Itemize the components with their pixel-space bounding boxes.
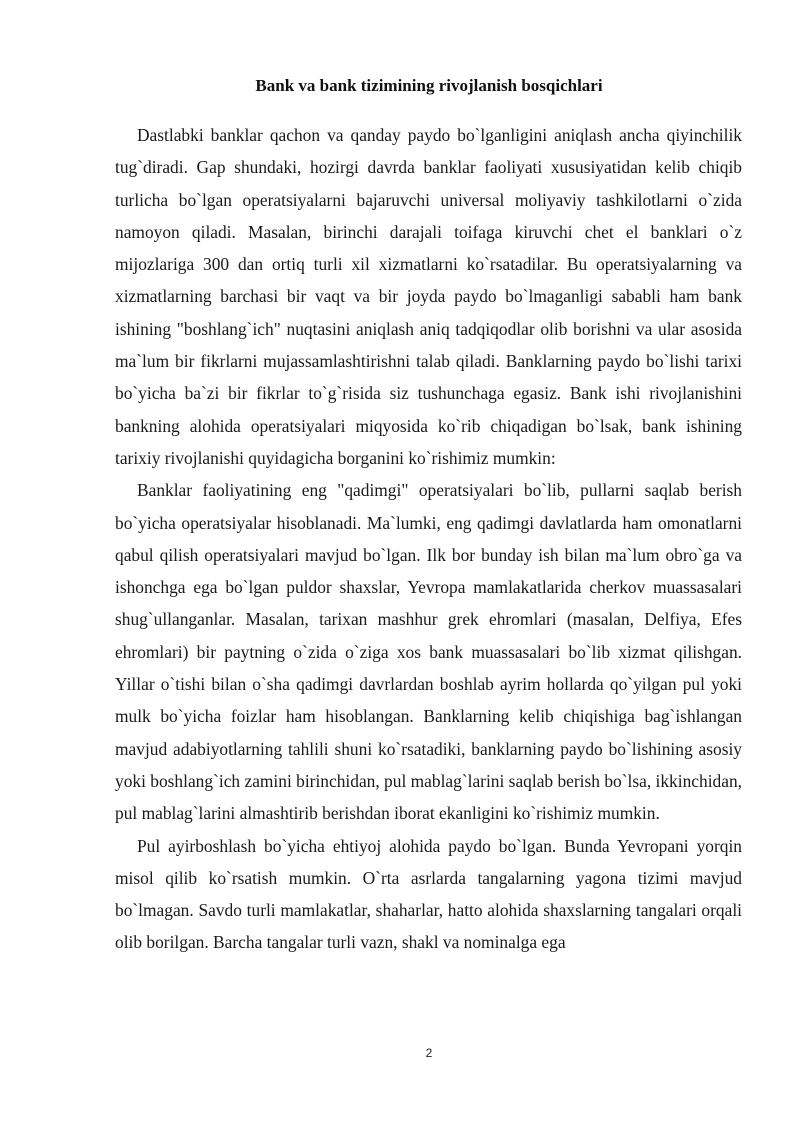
paragraph-1: Dastlabki banklar qachon va qanday paydo bo`lganligini aniqlash ancha qiyinchilik tug`diradi. Gap shundaki, hozirgi davrda banklar faoliyati xususiyatidan kelib chiqib turlicha bo`lgan operatsiyalarni bajaruvchi universal moliyaviy tashkilotlarni o`zida namoyon qiladi. Masalan, birinchi darajali toifaga kiruvchi chet el banklari o`z mijozlariga 300 dan ortiq turli xil xizmatlarni ko`rsatadilar. Bu operatsiyalarning va xizmatlarning barchasi bir vaqt va bir joyda paydo bo`lmaganligi sababli ham bank ishining "boshlang`ich" nuqtasini aniqlash aniq tadqiqodlar olib borishni va ular asosida ma`lum bir fikrlarni mujassamlashtirishni talab qiladi. Banklarning paydo bo`lishi tarixi bo`yicha ba`zi bir fikrlar to`g`risida siz tushunchaga egasiz. Bank ishi rivojlanishini bankning alohida operatsiyalari miqyosida ko`rib chiqadigan bo`lsak, bank ishining tarixiy rivojlanishi quyidagicha borganini ko`rishimiz mumkin: [115, 125, 742, 468]
document-body [115, 119, 742, 959]
paragraph-3: Pul ayirboshlash bo`yicha ehtiyoj alohida paydo bo`lgan. Bunda Yevropani yorqin misol qilib ko`rsatish mumkin. O`rta asrlarda tangalarning yagona tizimi mavjud bo`lmagan. Savdo turli mamlakatlar, shaharlar, hatto alohida shaxslarning tangalari orqali olib borilgan. Barcha tangalar turli vazn, shakl va nominalga ega [115, 835, 742, 953]
page-number: 2 [425, 1046, 433, 1060]
document-title: Bank va bank tizimining rivojlanish bosqichlari [255, 76, 603, 95]
paragraph-2: Banklar faoliyatining eng "qadimgi" operatsiyalari bo`lib, pullarni saqlab berish bo`yicha operatsiyalar hisoblanadi. Ma`lumki, eng qadimgi davlatlarda ham omonatlarni qabul qilish operatsiyalari mavjud bo`lgan. Ilk bor bunday ish bilan ma`lum obro`ga va ishonchga ega bo`lgan puldor shaxslar, Yevropa mamlakatlarida cherkov muassasalari shug`ullanganlar. Masalan, tarixan mashhur grek ehromlari (masalan, Delfiya, Efes ehromlari) bir paytning o`zida o`ziga xos bank muassasalari bo`lib xizmat qilishgan. Yillar o`tishi bilan o`sha qadimgi davrlardan boshlab ayrim hollarda qo`yilgan pul yoki mulk bo`yicha foizlar ham hisoblangan. Banklarning kelib chiqishiga bag`ishlangan mavjud adabiyotlarning tahlili shuni ko`rsatadiki, banklarning paydo bo`lishining asosiy yoki boshlang`ich zamini birinchidan, pul mablag`larini saqlab berish bo`lsa, ikkinchidan, pul mablag`larini almashtirib berishdan iborat ekanligini ko`rishimiz mumkin. [115, 480, 742, 824]
